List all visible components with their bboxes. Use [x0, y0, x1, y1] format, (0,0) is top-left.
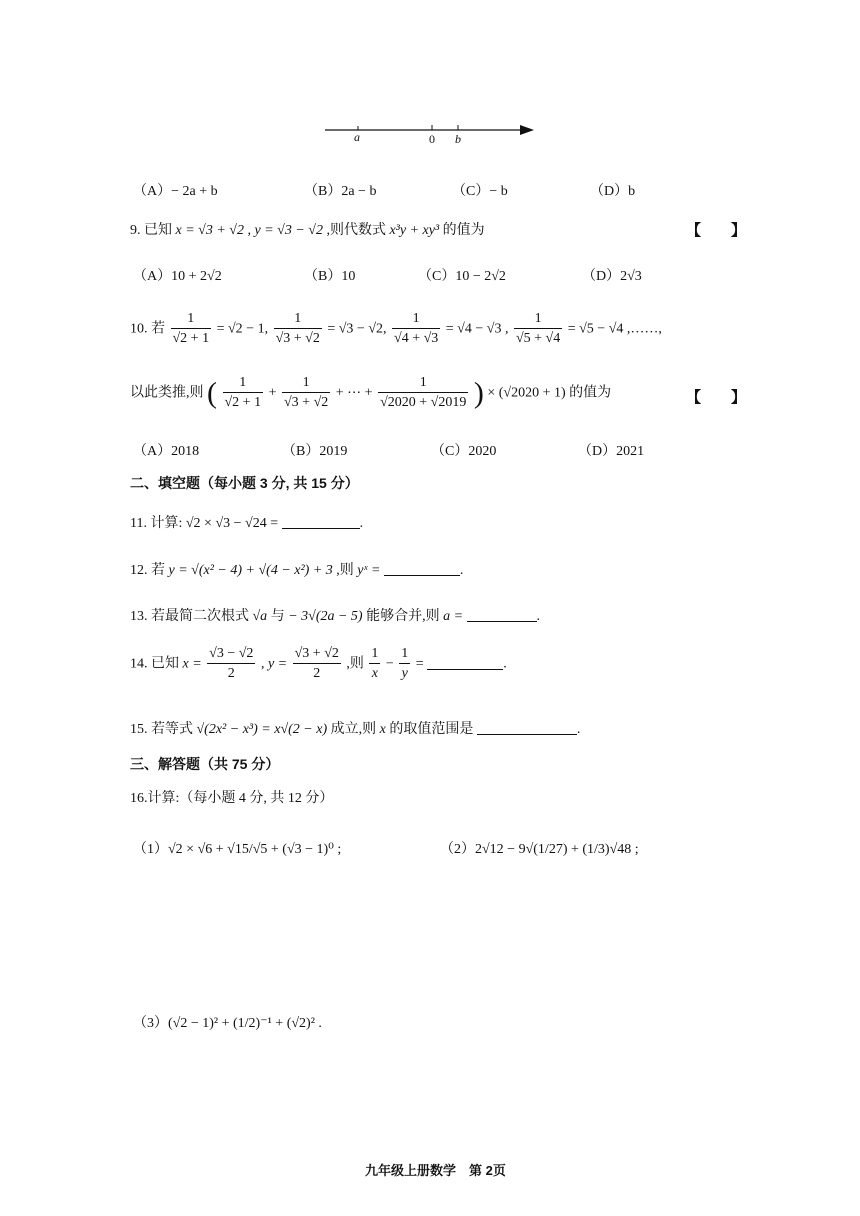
q9-expression: x = √3 + √2 , y = √3 − √2 — [175, 223, 323, 238]
q13-expression-2: − 3√(2a − 5) — [288, 609, 363, 624]
q10-fraction-1: $\frac{1}{√2 + 1}$ — [172, 311, 210, 346]
q14-one-over-x: $\frac{1}{x}$ — [371, 646, 379, 681]
question-12: 12. 若 y = √(x² − 4) + √(4 − x²) + 3 ,则 yˣ = . — [130, 563, 464, 578]
section-3-title: 三、解答题（共 75 分） — [130, 756, 280, 772]
q11-answer-blank[interactable] — [282, 528, 360, 529]
question-11: 11. 计算: √2 × √3 − √24 = . — [130, 516, 364, 531]
q10-times: × (√2020 + 1) — [487, 385, 566, 401]
q13-answer-blank[interactable] — [467, 621, 537, 622]
question-13: 13. 若最简二次根式 √a 与 − 3√(2a − 5) 能够合并,则 a = . — [130, 609, 541, 624]
q10-number: 10. — [130, 321, 148, 337]
q10-eq2: = √3 − √2, — [327, 321, 387, 337]
q15-answer-blank[interactable] — [477, 734, 577, 735]
q13-mid: 与 — [270, 609, 285, 624]
q9-option-d: （D）2√3 — [582, 269, 642, 284]
q10-if: 若 — [151, 321, 165, 337]
q14-number: 14. — [130, 656, 148, 672]
q10-eq4: = √5 − √4 ,……, — [567, 321, 662, 337]
q14-answer-blank[interactable] — [427, 669, 503, 670]
q12-expression-2: yˣ = — [357, 563, 381, 578]
q13-number: 13. — [130, 609, 148, 624]
q14-mid: ,则 — [346, 656, 364, 672]
q10-fraction-b: $\frac{1}{√3 + √2}$ — [284, 375, 329, 410]
q9-number: 9. — [130, 223, 141, 238]
q10-line2-suffix: 的值为 — [569, 385, 612, 401]
q9-option-a: （A）10 + 2√2 — [133, 269, 222, 284]
q12-mid: ,则 — [336, 563, 354, 578]
q15-var: x — [379, 722, 386, 737]
q16-part-2: （2）2√12 − 9√(1/27) + (1/3)√48 ; — [440, 842, 639, 857]
q12-text: 若 — [151, 563, 165, 578]
question-10-line-2: 以此类推,则 ( $\frac{1}{√2 + 1}$ + $\frac{1}{√3 + √2}$ + ⋯ + $\frac{1}{√2020 + √2019}$ ) × (√2020 + 1) 的值为 — [130, 374, 611, 413]
q13-mid-2: 能够合并,则 — [366, 609, 440, 624]
number-line-label-a: a — [354, 130, 360, 144]
q9-option-c: （C）10 − 2√2 — [418, 269, 506, 284]
q9-text-suffix: 的值为 — [442, 223, 485, 238]
q16-part-3: （3）(√2 − 1)² + (1/2)⁻¹ + (√2)² . — [133, 1016, 322, 1031]
question-15: 15. 若等式 √(2x² − x³) = x√(2 − x) 成立,则 x 的取值范围是 . — [130, 722, 581, 737]
q15-text: 若等式 — [151, 722, 193, 737]
q15-mid: 成立,则 — [330, 722, 377, 737]
q16-part-1: （1）√2 × √6 + √15/√5 + (√3 − 1)⁰ ; — [133, 842, 342, 857]
section-2-title: 二、填空题（每小题 3 分, 共 15 分） — [130, 475, 359, 491]
q8-option-d: （D）b — [590, 184, 636, 199]
q10-right-paren: ) — [473, 376, 484, 410]
q8-option-a: （A）− 2a + b — [133, 184, 218, 199]
q10-fraction-2: $\frac{1}{√3 + √2}$ — [275, 311, 320, 346]
q12-answer-blank[interactable] — [384, 575, 460, 576]
q14-y-fraction: $\frac{√3 + √2}{2}$ — [294, 646, 339, 681]
q11-expression: √2 × √3 − √24 = — [185, 516, 279, 531]
q9-text-mid: ,则代数式 — [326, 223, 386, 238]
q12-expression: y = √(x² − 4) + √(4 − x²) + 3 — [168, 563, 333, 578]
q9-answer-bracket: 【 】 — [686, 223, 747, 239]
q10-fraction-a: $\frac{1}{√2 + 1}$ — [224, 375, 262, 410]
q10-fraction-4: $\frac{1}{√5 + √4}$ — [515, 311, 561, 346]
q8-option-c: （C）− b — [452, 184, 508, 199]
q13-expression-3: a = — [443, 609, 464, 624]
q9-expression-2: x³y + xy³ — [389, 223, 440, 238]
q10-option-c: （C）2020 — [431, 444, 497, 459]
question-14: 14. 已知 x = $\frac{√3 - √2}{2}$ , y = $\frac{√3 + √2}{2}$ ,则 $\frac{1}{x}$ − $\frac{1}{y}$ = . — [130, 645, 507, 684]
q14-x-fraction: $\frac{√3 - √2}{2}$ — [209, 646, 254, 681]
q14-one-over-y: $\frac{1}{y}$ — [401, 646, 409, 681]
q13-text: 若最简二次根式 — [151, 609, 249, 624]
q10-left-paren: ( — [207, 376, 217, 410]
q10-dots: + ⋯ + — [335, 385, 373, 401]
q10-eq3: = √4 − √3 , — [445, 321, 509, 337]
q9-option-b: （B）10 — [304, 269, 356, 284]
q10-fraction-c: $\frac{1}{√2020 + √2019}$ — [380, 375, 467, 410]
q15-mid-2: 的取值范围是 — [389, 722, 474, 737]
q10-line2-prefix: 以此类推,则 — [130, 385, 204, 401]
q15-number: 15. — [130, 722, 148, 737]
q14-text: 已知 — [151, 656, 179, 672]
q12-number: 12. — [130, 563, 148, 578]
q15-expression: √(2x² − x³) = x√(2 − x) — [196, 722, 328, 737]
q10-option-b: （B）2019 — [282, 444, 348, 459]
q10-eq1: = √2 − 1, — [216, 321, 269, 337]
q10-option-a: （A）2018 — [133, 444, 200, 459]
q10-option-d: （D）2021 — [578, 444, 645, 459]
q13-expression: √a — [252, 609, 268, 624]
q16-title: 16.计算:（每小题 4 分, 共 12 分） — [130, 791, 334, 806]
q10-answer-bracket: 【 】 — [686, 390, 747, 406]
q8-option-b: （B）2a − b — [304, 184, 377, 199]
number-line-label-b: b — [455, 132, 461, 146]
q10-fraction-3: $\frac{1}{√4 + √3}$ — [394, 311, 439, 346]
page-footer: 九年级上册数学 第 2页 — [365, 1163, 506, 1178]
question-9 — [130, 219, 485, 239]
q11-text: 计算: — [150, 516, 183, 531]
q9-text: 已知 — [144, 223, 172, 238]
question-10-line-1 — [130, 310, 662, 349]
number-line-label-zero: 0 — [429, 132, 435, 146]
q11-number: 11. — [130, 516, 147, 531]
